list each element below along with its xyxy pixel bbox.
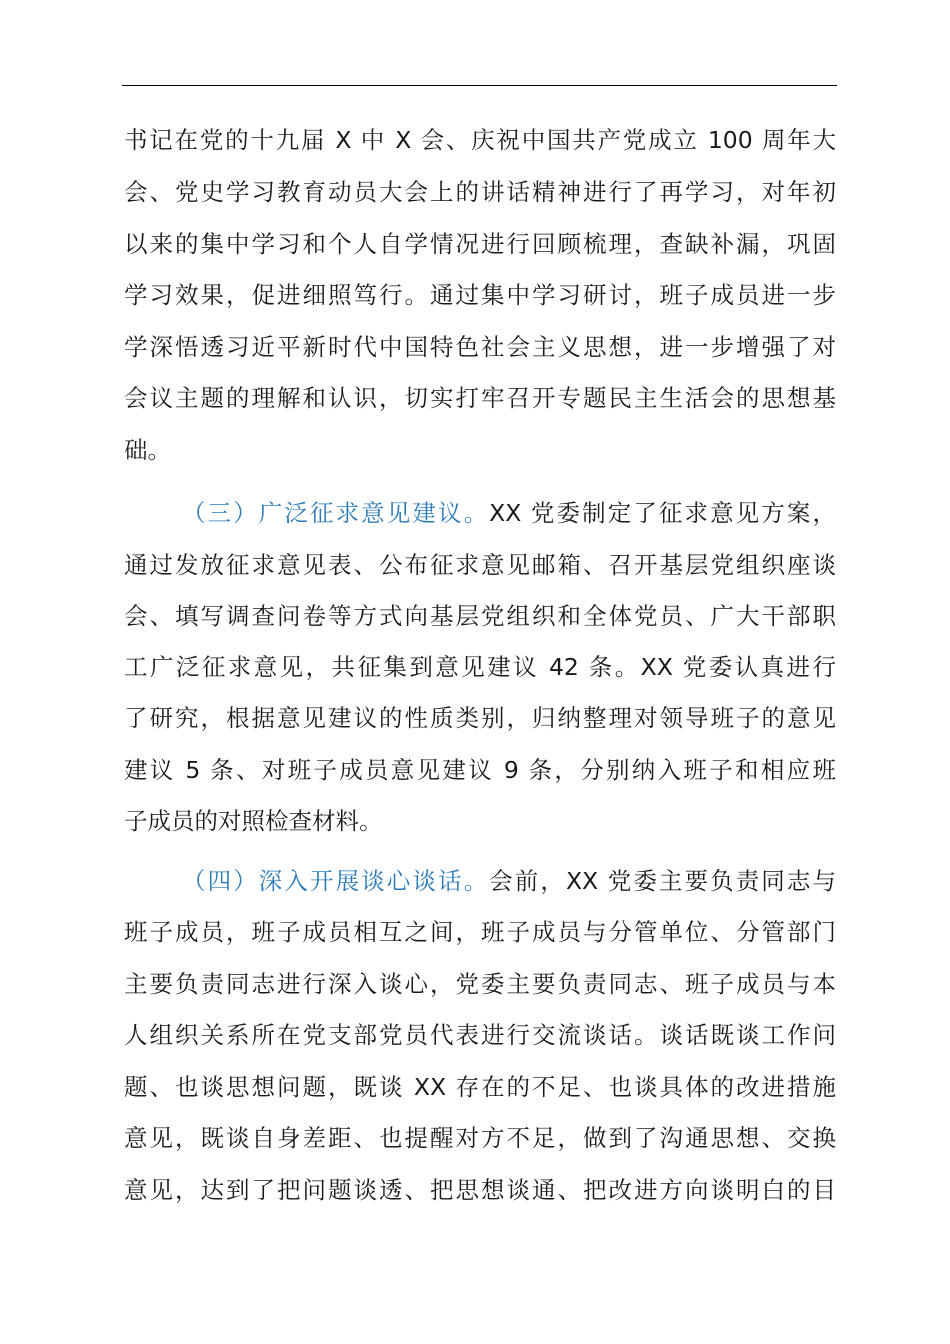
section-3-first-line (182, 493, 836, 533)
section-4-first-line (182, 861, 836, 901)
paragraph-line: 础。 (124, 436, 171, 464)
paragraph-line: 会、填写调查问卷等方式向基层党组织和全体党员、广大干部职 (124, 602, 836, 630)
section-4-heading: （四）深入开展谈心谈话。 (182, 867, 490, 895)
paragraph-line: 意见，既谈自身差距、也提醒对方不足，做到了沟通思想、交换 (124, 1124, 836, 1152)
paragraph-line: 意见，达到了把问题谈透、把思想谈通、把改进方向谈明白的目 (124, 1176, 836, 1204)
paragraph-line: 建议 5 条、对班子成员意见建议 9 条，分别纳入班子和相应班 (124, 756, 836, 784)
paragraph-line: 了研究，根据意见建议的性质类别，归纳整理对领导班子的意见 (124, 704, 836, 732)
paragraph-line: 会、党史学习教育动员大会上的讲话精神进行了再学习，对年初 (124, 178, 836, 206)
header-rule (122, 85, 837, 86)
paragraph-line: 书记在党的十九届 X 中 X 会、庆祝中国共产党成立 100 周年大 (124, 126, 836, 154)
section-3-heading: （三）广泛征求意见建议。 (182, 499, 490, 527)
section-4-first-line-text: 会前，XX 党委主要负责同志与 (489, 867, 837, 895)
paragraph-line: 子成员的对照检查材料。 (124, 807, 383, 835)
paragraph-line: 学习效果，促进细照笃行。通过集中学习研讨，班子成员进一步 (124, 281, 836, 309)
section-3-first-line-text: XX 党委制定了征求意见方案， (489, 499, 837, 527)
paragraph-line: 工广泛征求意见，共征集到意见建议 42 条。XX 党委认真进行 (124, 653, 836, 681)
paragraph-line: 学深悟透习近平新时代中国特色社会主义思想，进一步增强了对 (124, 333, 836, 361)
paragraph-line: 班子成员，班子成员相互之间，班子成员与分管单位、分管部门 (124, 918, 836, 946)
paragraph-line: 会议主题的理解和认识，切实打牢召开专题民主生活会的思想基 (124, 384, 836, 412)
paragraph-line: 主要负责同志进行深入谈心，党委主要负责同志、班子成员与本 (124, 970, 836, 998)
paragraph-line: 人组织关系所在党支部党员代表进行交流谈话。谈话既谈工作问 (124, 1021, 836, 1049)
paragraph-line: 以来的集中学习和个人自学情况进行回顾梳理，查缺补漏，巩固 (124, 230, 836, 258)
paragraph-line: 题、也谈思想问题，既谈 XX 存在的不足、也谈具体的改进措施 (124, 1073, 836, 1101)
paragraph-line: 通过发放征求意见表、公布征求意见邮箱、召开基层党组织座谈 (124, 551, 836, 579)
